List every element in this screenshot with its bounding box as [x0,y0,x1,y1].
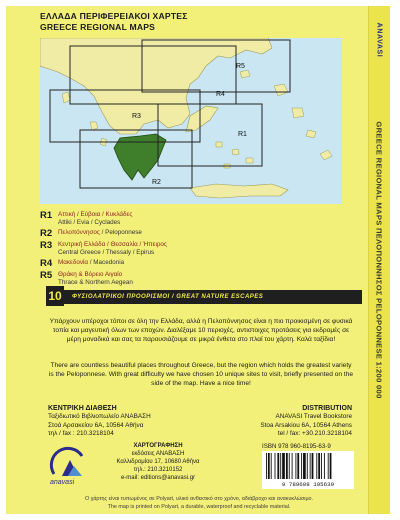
barcode-bar [324,453,325,479]
distribution-english-line: tel / fax: +30.210.3218104 [277,430,352,438]
region-label-r5: R5 [236,63,245,70]
svg-text:anavasi: anavasi [50,479,75,486]
series-label: ΦΥΣΙΟΛΑΤΡΙΚΟΙ ΠΡΟΟΡΙΣΜΟΙ / GREAT NATURE ESCAPES [72,294,264,300]
distribution-english [210,405,352,439]
description-greek: Υπάρχουν υπέροχοι τόποι σε όλη την Ελλάδα, αλλά η Πελοπόννησος είναι η πιο προικισμένη σε φυσικά τοπία και μαγευτική όλων των εποχών. Διαλέξαμε 10 περιοχές, αντιστοιχες προτάσεις για εκδρομές σε μέρη μοναδικά και σας τα παρουσιάζουμε σε μικρά ένθετα στο πλαί του χάρτη. Καλά ταξίδια! [49,318,353,343]
barcode-bar [266,453,267,479]
anavasi-logo [48,440,88,486]
cartography-line: e-mail: editions@anavasi.gr [120,475,196,481]
legend-code: R2 [40,228,53,239]
barcode-bar [275,453,276,479]
legend-english: Central Greece / Thessaly / Epirus [58,249,155,256]
barcode-bar [271,453,272,479]
barcode-bar [303,453,306,479]
cartography-block [100,442,216,482]
legend-code: R3 [40,240,53,251]
barcode-bar [330,453,332,479]
legend-item-r4 [40,258,124,269]
region-label-r4: R4 [216,91,225,98]
footer-greek: Ο χάρτης είναι τυπωμένος σε Polyart, υλικό ανθεκτικό στο χρόνο, αδιάβροχο και ανακυκλώσιμο. [84,496,314,502]
legend-greek: Μακεδονία [58,259,89,266]
legend-item-r3 [40,240,167,257]
mainland-shape [40,38,272,134]
distribution-greek [48,405,151,439]
spine-title: GREECE REGIONAL MAPS ΠΕΛΟΠΟΝΝΗΣΟΣ PELOPONNESE 1:200 000 [374,121,384,399]
legend-greek: Αττική / Εύβοια / Κυκλάδες [58,211,133,218]
legend-greek: Κεντρική Ελλάδα / Θεσσαλία / Ήπειρος [58,241,167,248]
legend-english: / Macedonia [89,259,125,266]
barcode-bar [321,453,322,479]
legend-item-r2 [40,228,142,239]
distribution-greek-line: Ταξιδιωτικό Βιβλιοπωλείο ΑΝΑΒΑΣΗ [48,413,151,421]
legend-item-r1 [40,210,132,227]
legend-code: R4 [40,258,53,269]
legend-code: R5 [40,270,53,281]
crete-shape [190,184,288,198]
title-greek: ΕΛΛΑΔΑ ΠΕΡΙΦΕΡΕΙΑΚΟΙ ΧΑΡΤΕΣ [40,11,188,21]
barcode-bar [280,453,281,479]
description-english: There are countless beautiful places throughout Greece, but the region which holds the greatest variety is the Peloponnese. With great difficulty we have chosen 10 unique sites to visit, briefly presented on the side of the map. Have a nice time! [48,362,354,387]
barcode-bar [286,453,288,479]
region-label-r3: R3 [132,113,141,120]
barcode-digits: 9 789608 195639 [262,481,354,488]
isbn-label: ISBN 978 960-8195-63-9 [262,443,331,450]
barcode-bar [310,453,311,479]
series-banner [60,290,362,304]
barcode-bar [328,453,329,479]
barcode-bar [307,453,308,479]
barcode-bar [295,453,296,479]
barcode-bar [292,453,293,479]
footer-english: The map is printed on Polyart, a durable, waterproof and recyclable material. [107,504,291,510]
barcode-bar [301,453,302,479]
evia-shape [186,106,218,132]
legend-item-r5 [40,270,133,287]
legend-english: / Peloponnese [101,229,142,236]
distribution-greek-title: ΚΕΝΤΡΙΚΗ ΔΙΑΘΕΣΗ [48,405,117,412]
barcode-bar [289,453,290,479]
region-label-r1: R1 [238,131,247,138]
title-english: GREECE REGIONAL MAPS [40,22,156,32]
distribution-greek-line: τηλ / fax : 210.3218104 [48,430,114,438]
barcode-bar [277,453,279,479]
distribution-english-line: ANAVASI Travel Bookstore [275,413,352,421]
cartography-title: ΧΑΡΤΟΓΡΑΦΗΣΗ [133,443,183,449]
barcode-bar [312,453,314,479]
cartography-line: Καλλιδρομίου 17, 10680 Αθήνα [116,459,200,465]
legend-english: Thrace & Northern Aegean [58,279,133,286]
barcode-bar [297,453,299,479]
barcode-bar [268,453,270,479]
cartography-line: τηλ.: 210.3210152 [133,467,183,473]
barcode-bar [318,453,320,479]
index-map-svg [40,38,342,204]
distribution-english-line: Stoa Arsakiou 6A, 10564 Athens [260,421,352,429]
index-map [40,38,342,204]
spine-brand: ANAVASI [375,22,383,58]
legend-code: R1 [40,210,53,221]
cartography-line: εκδόσεις ΑΝΑΒΑΣΗ [131,451,185,457]
series-number: 10 [46,286,64,306]
legend-english: Attiki / Evia / Cyclades [58,219,121,226]
legend-greek: Πελοπόννησος [58,229,100,236]
region-label-r2: R2 [152,179,161,186]
distribution-greek-line: Στοά Αρσακείου 6Α, 10564 Αθήνα [48,421,144,429]
legend-greek: Θράκη & Βόρειο Αιγαίο [58,271,123,278]
barcode-bar [316,453,317,479]
distribution-english-title: DISTRIBUTION [302,405,352,412]
barcode-bar [282,453,285,479]
barcode-bars [262,451,354,481]
